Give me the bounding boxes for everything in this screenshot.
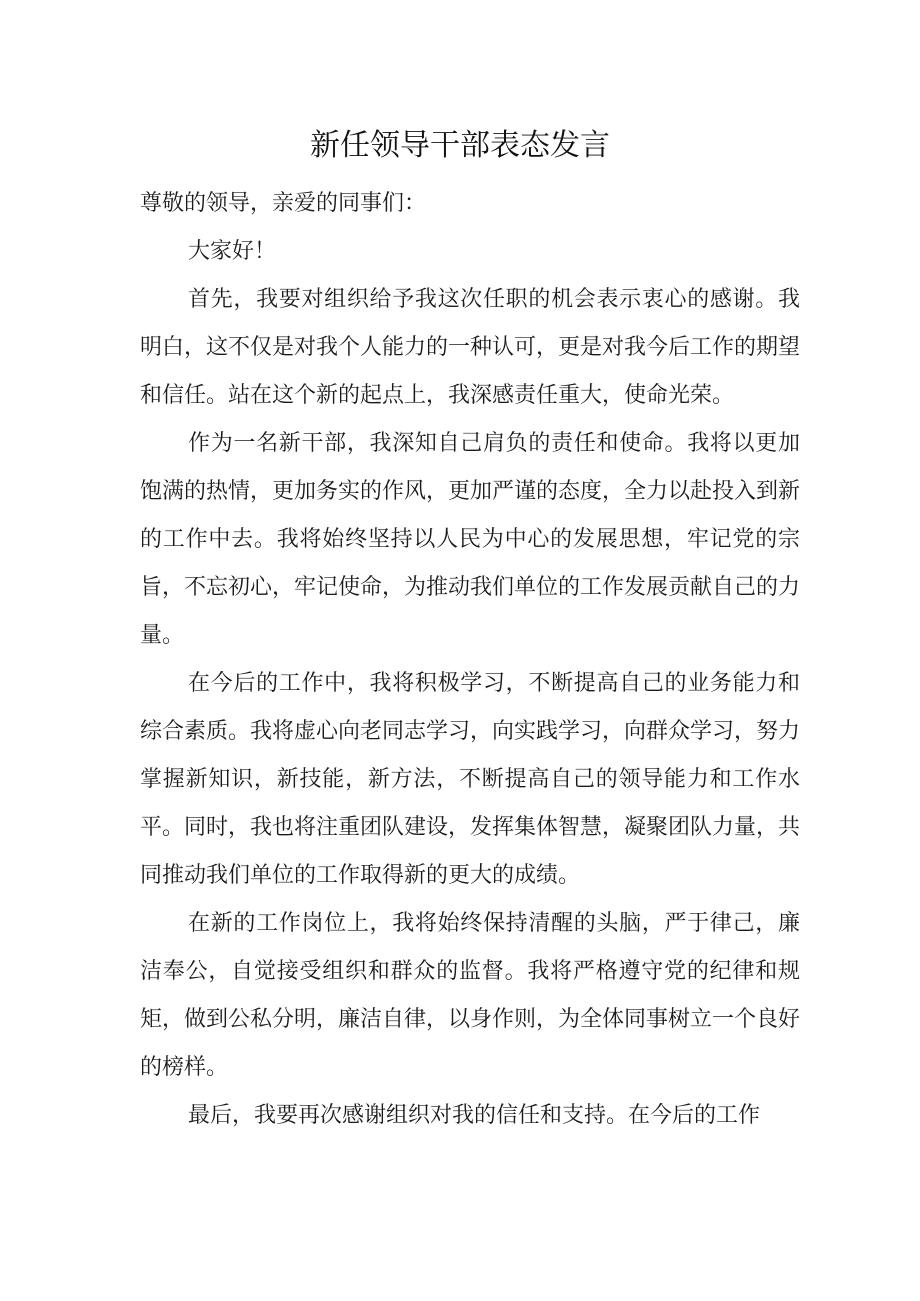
document-body bbox=[140, 180, 800, 1140]
greeting: 大家好！ bbox=[188, 239, 277, 264]
paragraph-responsibility: 作为一名新干部，我深知自己肩负的责任和使命。我将以更加饱满的热情，更加务实的作风，更加严谨的态度，全力以赴投入到新的工作中去。我将始终坚持以人民为中心的发展思想，牢记党的宗旨，不忘初心，牢记使命，为推动我们单位的工作发展贡献自己的力量。 bbox=[140, 431, 801, 648]
paragraph-closing: 最后，我要再次感谢组织对我的信任和支持。在今后的工作 bbox=[188, 1103, 761, 1128]
salutation: 尊敬的领导，亲爱的同事们： bbox=[140, 191, 427, 216]
document-title: 新任领导干部表态发言 bbox=[310, 128, 610, 163]
paragraph-integrity: 在新的工作岗位上，我将始终保持清醒的头脑，严于律己，廉洁奉公，自觉接受组织和群众的监督。我将严格遵守党的纪律和规矩，做到公私分明，廉洁自律，以身作则，为全体同事树立一个良好的榜样。 bbox=[140, 911, 801, 1080]
paragraph-thanks: 首先，我要对组织给予我这次任职的机会表示衷心的感谢。我明白，这不仅是对我个人能力的一种认可，更是对我今后工作的期望和信任。站在这个新的起点上，我深感责任重大，使命光荣。 bbox=[140, 287, 801, 408]
paragraph-learning: 在今后的工作中，我将积极学习，不断提高自己的业务能力和综合素质。我将虚心向老同志学习，向实践学习，向群众学习，努力掌握新知识，新技能，新方法，不断提高自己的领导能力和工作水平。同时，我也将注重团队建设，发挥集体智慧，凝聚团队力量，共同推动我们单位的工作取得新的更大的成绩。 bbox=[140, 671, 801, 888]
